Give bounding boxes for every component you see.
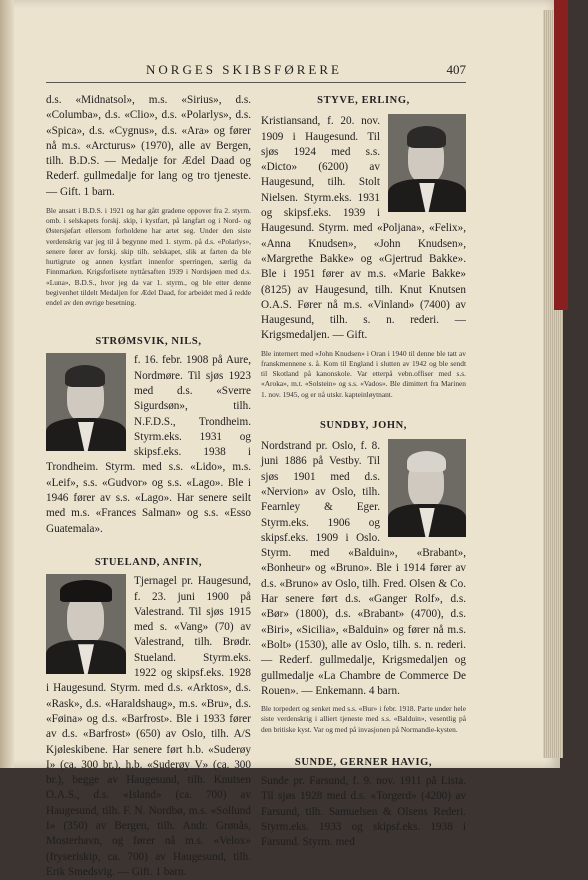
- running-header: [46, 62, 466, 84]
- entry-name-sundby: SUNDBY, JOHN,: [319, 419, 408, 431]
- right-column: [261, 93, 466, 851]
- left-column: [46, 93, 251, 880]
- portrait-sundby: [388, 439, 466, 537]
- entry-note-styve: Ble internert med «John Knudsen» i Oran i 1940 til denne ble tatt av franskmennene s. å. Kom til England i slutten av 1942 og ble sendt til Skotland på kanonskole. Var etterpå vebn.offiser med s.s. «Aroka», m.t. «Solstein» og s.s. «Vados». Ble dimittert fra Marinen 1. nov. 1945, og er nå utskr. kapteinløytnant.: [261, 348, 466, 399]
- entry-text-styve: Kristiansand, f. 20. nov. 1909 i Haugesund. Til sjøs 1924 med s.s. «Dicto» (6200) av Haugesund, tilh. Stolt Nielsen. Styrm.eks. 1931 og skipsf.eks. 1939 i Haugesund. Styrm. med «Poljana», «Felix», «Anna Knudsen», «John Knudsen», «Margrethe Bakke» og «Gjertrud Bakke». Ble i 1951 fører av m.s. «Marie Bakke» (8125) av Haugesund, tilh. Knut Knutsen O.A.S. Fører nå m.s. «Vinland» (7400) av Haugesund, tilh. s. n. rederi. — Krigsmedaljen. — Gift.: [261, 115, 466, 342]
- entry-name-styve: STYVE, ERLING,: [317, 95, 410, 106]
- page-number: 407: [446, 62, 466, 77]
- entry-name-stueland: STUELAND, ANFIN,: [94, 556, 203, 568]
- intro-note: Ble ansatt i B.D.S. i 1921 og har gått gradene oppover fra 2. styrm. omb. i selskapets forskj. skip, i kystfart, på langfart og i Nord- og Østersjøfart ellersom forholdene har artet seg. Under den siste verdenskrig var jeg til å begynne med 1. styrm. på d.s. «Polarlys», senere fører av forskj. skip tilh. selskapet, slik at farten da ble hurtigrute og annen kystfart innenfor sperringen, særlig da Finnmarken. Krigsforlisete nyttårsaften 1939 i Nordsjøen med d.s. «Luna», B.D.S., hvor jeg da var 1. styrm., og ble etter denne begivenhet tildelt Medaljen for Ædel Daad, for arbeidet med å redde endel av den øvrige besetning.: [46, 206, 251, 307]
- portrait-styve: [388, 114, 466, 212]
- entry-text-sunde: Sunde pr. Farsund, f. 9. nov. 1911 på Lista. Til sjøs 1928 med d.s. «Torgerd» (4200) av Farsund, tilh. Samuelsen & Olsens Rederi. Styrm.eks. 1933 og skipsf.eks. 1938 i Farsund. Styrm. med: [261, 775, 466, 849]
- book-spine: [0, 0, 14, 768]
- header-title: NORGES SKIBSFØRERE: [146, 62, 342, 77]
- portrait-stueland: [46, 574, 126, 674]
- book-cover-edge: [554, 0, 568, 310]
- entry-text-stromsvik: f. 16. febr. 1908 på Aure, Nordmøre. Til sjøs 1923 med d.s. «Sverre Sigurdsøn», tilh. N.F.D.S., Trondheim. Styrm.eks. 1931 og skipsf.eks. 1938 i Trondheim. Styrm. med s.s. «Lido», m.s. «Leif», s.s. «Gudvor» og s.s. «Lago». Ble i 1946 fører av s.s. «Lago». Har senere seilt med m.s. «Frances Salman» og s.s. «Esso Guatemala».: [46, 354, 251, 535]
- entry-name-stromsvik: STRØMSVIK, NILS,: [95, 336, 202, 348]
- entry-text-stueland: Tjernagel pr. Haugesund, f. 23. juni 1900 på Valestrand. Til sjøs 1915 med s. «Vang» (70) av Valestrand, tilh. Brødr. Stueland. Styrm.eks. 1922 og skipsf.eks. 1928 i Haugesund. Styrm. med d.s. «Arktos», d.s. «Rask», d.s. «Haraldshaug», m.s. «Bru», d.s. «Føina» og d.s. «Barfrost». Ble i 1933 fører av d.s. «Barfrost» (650) av Oslo, tilh. A/S Kjøleskibene. Har senere ført h.b. «Suderøy I» (ca. 300 br.), h.b. «Suderøy V» (ca. 300 br.), begge av Haugesund, tilh. Knutsen O.A.S., d.s. «Island» (ca. 700) av Haugesund, tilh. F. N. Nordbø, m.s. «Sollund I» (350) av Bergen, tilh. Andr. Grønås, Mosterhavn, og fører nå m.s. «Velox» (fryseriskip, ca. 700) av Haugesund, tilh. Erik Smedsvig. — Gift. 1 barn.: [46, 575, 251, 878]
- intro-paragraph: d.s. «Midnatsol», m.s. «Sirius», d.s. «Columba», d.s. «Clio», d.s. «Polarlys», d.s. «Spica», d.s. «Cygnus», d.s. «Ara» og fører nå m.s. «Arcturus» (1970), alle av Bergen, tilh. B.D.S. — Medalje for Ædel Daad og Rederf. gullmedalje for lang og tro tjeneste. — Gift. 1 barn.: [46, 94, 251, 198]
- portrait-stromsvik: [46, 353, 126, 451]
- header-rule: [46, 82, 466, 83]
- entry-name-sunde: SUNDE, GERNER HAVIG,: [294, 756, 433, 768]
- entry-note-sundby: Ble torpedert og senket med s.s. «Bur» i febr. 1918. Parte under hele siste verdenskrig i alliert tjeneste med s.s. «Balduin», vesentlig på den britiske kyst. Var og med på invasjonen på Normandie-kysten.: [261, 704, 466, 734]
- entry-text-sundby: Nordstrand pr. Oslo, f. 8. juni 1886 på Vestby. Til sjøs 1901 med d.s. «Nervion» av Oslo, tilh. Fearnley & Eger. Styrm.eks. 1906 og skipsf.eks. 1909 i Oslo. Styrm. med «Balduin», «Brabant», «Bonheur» og «Bruno». Ble i 1914 fører av d.s. «Bruno» av Oslo, tilh. Fred. Olsen & Co. Har senere ført d.s. «Ganger Rolf», d.s. «Bør» (1800), d.s. «Brabant» (4700), d.s. «Biri», «Sicilia», «Balduin» og fører nå m.s. «Bolt» (1530), alle av Oslo, tilh. s. n. rederi. — Rederf. gullmedalje, Krigsmedaljen og gullmedalje «La Chambre de Commerce De Rouen». — Enkemann. 4 barn.: [261, 440, 466, 697]
